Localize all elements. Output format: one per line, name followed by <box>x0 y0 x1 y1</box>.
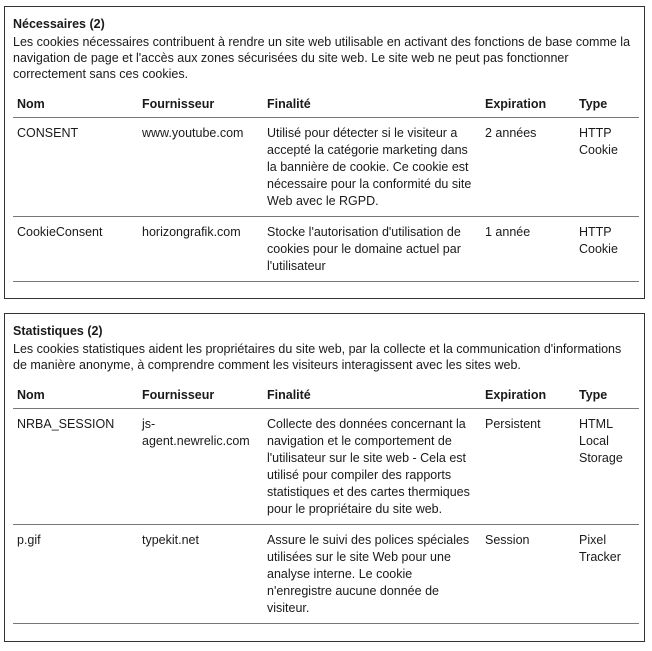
cookie-expiry: Session <box>481 525 575 624</box>
cookie-provider: www.youtube.com <box>138 118 263 217</box>
cookie-name: CookieConsent <box>13 217 138 282</box>
column-header-name: Nom <box>13 96 138 118</box>
cookie-purpose: Stocke l'autorisation d'utilisation de cookies pour le domaine actuel par l'utilisateur <box>263 217 481 282</box>
table-row <box>13 118 639 217</box>
cookie-expiry: 2 années <box>481 118 575 217</box>
cookie-expiry: 1 année <box>481 217 575 282</box>
column-header-provider: Fournisseur <box>138 387 263 409</box>
cookie-name: CONSENT <box>13 118 138 217</box>
table-row <box>13 409 639 525</box>
column-header-purpose: Finalité <box>263 96 481 118</box>
cookie-provider: horizongrafik.com <box>138 217 263 282</box>
cookie-purpose: Assure le suivi des polices spéciales utilisées sur le site Web pour une analyse interne. Le cookie n'enregistre aucune donnée de visiteur. <box>263 525 481 624</box>
column-header-type: Type <box>575 96 639 118</box>
column-header-expiry: Expiration <box>481 387 575 409</box>
table-row <box>13 525 639 624</box>
cookie-type: HTTP Cookie <box>575 118 639 217</box>
section-description: Les cookies statistiques aident les propriétaires du site web, par la collecte et la communication d'informations de manière anonyme, à comprendre comment les visiteurs interagissent avec les sites web. <box>13 342 622 372</box>
column-header-type: Type <box>575 387 639 409</box>
cookie-purpose: Utilisé pour détecter si le visiteur a accepté la catégorie marketing dans la bannière de cookie. Ce cookie est nécessaire pour la conformité du site Web avec le RGPD. <box>263 118 481 217</box>
column-header-provider: Fournisseur <box>138 96 263 118</box>
table-header-row <box>13 387 639 409</box>
column-header-expiry: Expiration <box>481 96 575 118</box>
cookie-name: NRBA_SESSION <box>13 409 138 525</box>
section-title: Nécessaires (2) <box>13 17 105 31</box>
cookie-category-statistics <box>4 313 645 642</box>
column-header-purpose: Finalité <box>263 387 481 409</box>
cookie-provider: js-agent.newrelic.com <box>138 409 263 525</box>
cookie-provider: typekit.net <box>138 525 263 624</box>
cookie-purpose: Collecte des données concernant la navigation et le comportement de l'utilisateur sur le site web - Cela est utilisé pour compiler des rapports statistiques et des cartes thermiques pour le propriétaire du site web. <box>263 409 481 525</box>
cookie-type: HTML Local Storage <box>575 409 639 525</box>
cookie-table <box>13 387 639 624</box>
column-header-name: Nom <box>13 387 138 409</box>
section-description: Les cookies nécessaires contribuent à rendre un site web utilisable en activant des fonctions de base comme la navigation de page et l'accès aux zones sécurisées du site web. Le site web ne peut pas fonctionner correctement sans ces cookies. <box>13 35 631 81</box>
table-header-row <box>13 96 639 118</box>
section-title: Statistiques (2) <box>13 324 103 338</box>
cookie-expiry: Persistent <box>481 409 575 525</box>
cookie-name: p.gif <box>13 525 138 624</box>
cookie-table <box>13 96 639 282</box>
cookie-type: Pixel Tracker <box>575 525 639 624</box>
cookie-category-necessary <box>4 6 645 299</box>
cookie-type: HTTP Cookie <box>575 217 639 282</box>
table-row <box>13 217 639 282</box>
